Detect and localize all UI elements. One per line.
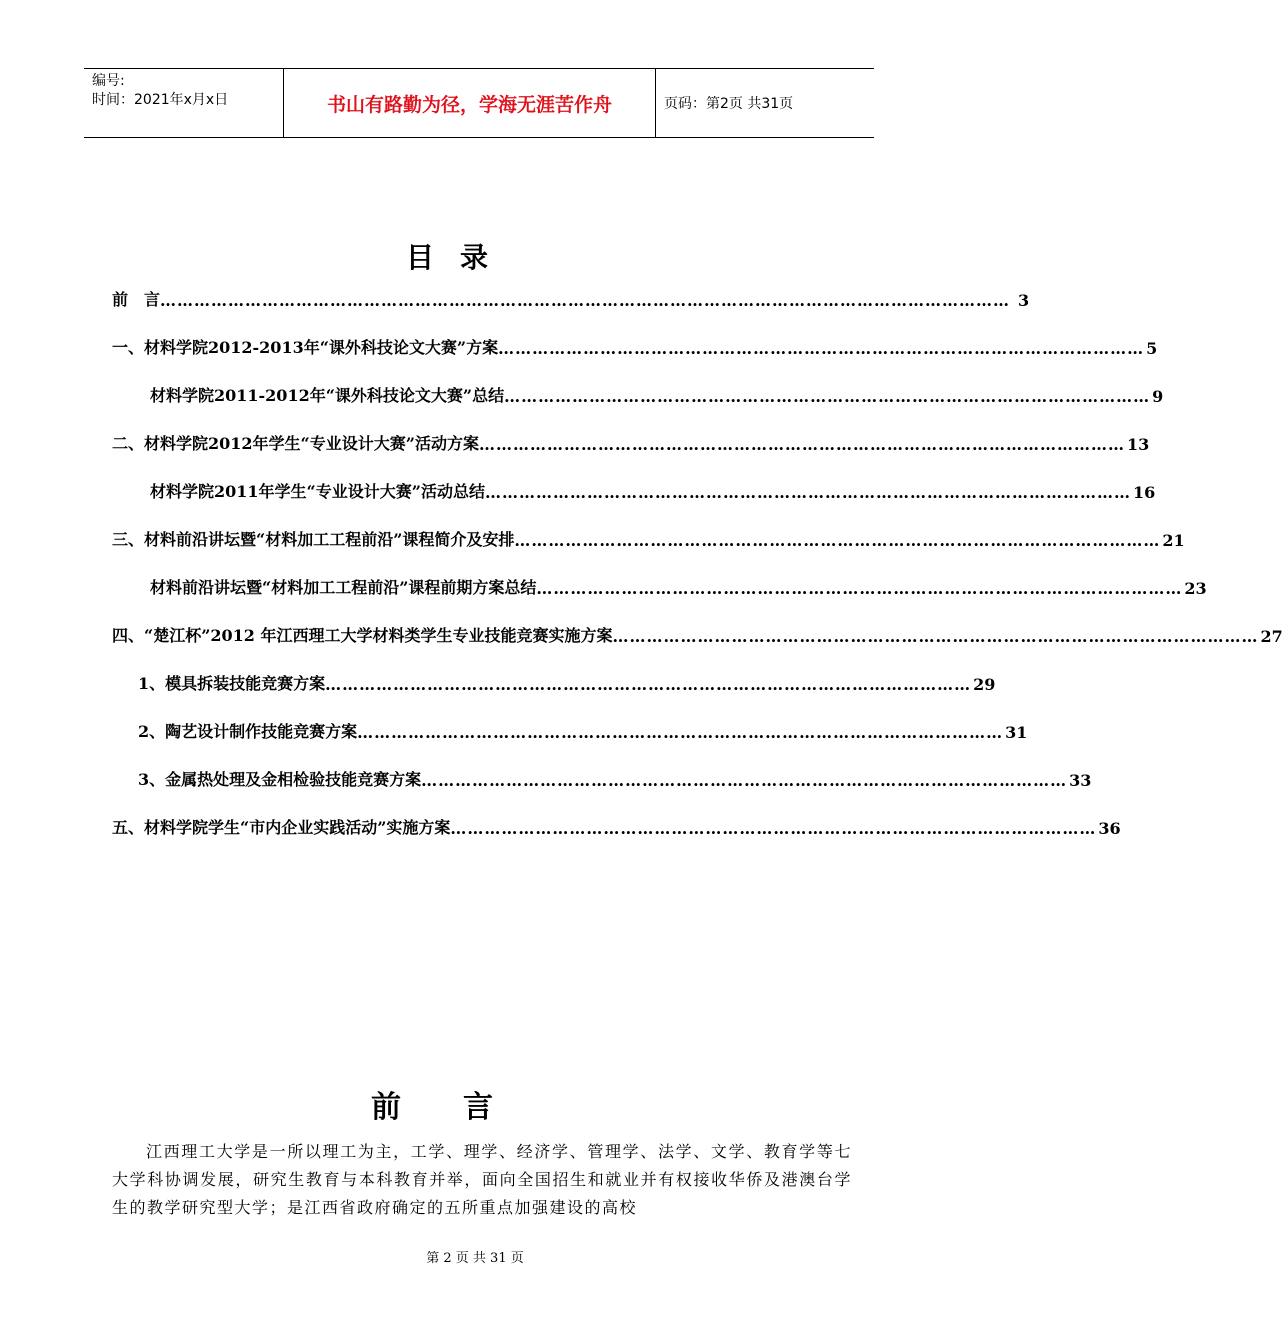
toc-entry-page: 33 [1069, 771, 1092, 790]
toc-entry-2[interactable] [112, 428, 1150, 454]
preface-title-char-2: 言 [463, 1090, 493, 1125]
header-page-code: 页码：第2页 共31页 [664, 96, 794, 112]
toc-leader: …………………………………………………………………………………………………………………………………… [160, 291, 1011, 310]
toc-leader: …………………………………………………………………………………………………… [357, 723, 1004, 742]
toc-entry-text: 材料学院2011年学生“专业设计大赛”活动总结 [150, 482, 485, 501]
preface-title-char-1: 前 [371, 1090, 401, 1125]
toc-entry-page: 31 [1005, 723, 1028, 742]
toc-entry-3-summary[interactable] [150, 572, 1207, 598]
toc-entry-text: 材料学院2011-2012年“课外科技论文大赛”总结 [150, 386, 505, 405]
toc-leader: …………………………………………………………………………………………………… [478, 435, 1125, 454]
toc-entry-page: 21 [1162, 531, 1185, 550]
toc-leader: …………………………………………………………………………………………………… [450, 819, 1097, 838]
toc-entry-text: 二、材料学院2012年学生“专业设计大赛”活动方案 [112, 434, 479, 453]
toc-entry-1-summary[interactable] [150, 380, 1164, 406]
toc-entry-page: 3 [1018, 291, 1030, 310]
toc-leader: …………………………………………………………………………………………………… [421, 771, 1068, 790]
toc-entry-text: 前 言 [112, 290, 161, 309]
toc-entry-page: 5 [1146, 339, 1158, 358]
toc-entry-text: 1、模具拆装技能竞赛方案 [138, 674, 326, 693]
toc-entry-page: 16 [1132, 483, 1156, 502]
page-header [84, 68, 874, 138]
toc-entry-5[interactable] [112, 812, 1121, 838]
toc-entry-text: 3、金属热处理及金相检验技能竞赛方案 [138, 770, 422, 789]
header-motto: 书山有路勤为径，学海无涯苦作舟 [284, 69, 656, 137]
toc-entry-text: 四、“楚江杯”2012 年江西理工大学材料类学生专业技能竞赛实施方案 [112, 626, 613, 645]
number-label: 编号: [92, 73, 125, 89]
toc-entry-4[interactable] [112, 620, 1283, 646]
preface-body: 江西理工大学是一所以理工为主，工学、理学、经济学、管理学、法学、文学、教育学等七大学科协调发展，研究生教育与本科教育并举，面向全国招生和就业并有权接收华侨及港澳台学生的教学研究型大学；是江西省政府确定的五所重点加强建设的高校 [112, 1142, 852, 1217]
toc-leader: …………………………………………………………………………………………………… [325, 675, 972, 694]
toc-entry-text: 五、材料学院学生“市内企业实践活动”实施方案 [112, 818, 451, 837]
toc-entry-text: 三、材料前沿讲坛暨“材料加工工程前沿”课程简介及安排 [112, 530, 515, 549]
toc-entry-1[interactable] [112, 332, 1158, 358]
toc-entry-4-3[interactable] [138, 764, 1092, 790]
page-footer: 第 2 页 共 31 页 [426, 1251, 524, 1266]
toc-entry-4-1[interactable] [138, 668, 996, 694]
toc-entry-text: 一、材料学院2012-2013年“课外科技论文大赛”方案 [112, 338, 499, 357]
toc-leader: …………………………………………………………………………………………………… [514, 531, 1161, 550]
toc-entry-page: 29 [973, 675, 996, 694]
preface-title [0, 1082, 852, 1126]
toc-entry-page: 36 [1098, 819, 1121, 838]
time-label: 时间：2021年x月x日 [92, 92, 229, 108]
toc-entry-preface[interactable] [112, 284, 1030, 310]
toc-title: 目录 [405, 241, 514, 274]
toc-entry-4-2[interactable] [138, 716, 1028, 742]
toc-leader: …………………………………………………………………………………………………… [504, 387, 1151, 406]
toc-entry-text: 2、陶艺设计制作技能竞赛方案 [138, 722, 358, 741]
toc-leader: …………………………………………………………………………………………………… [484, 483, 1131, 502]
toc-leader: …………………………………………………………………………………………………… [536, 579, 1183, 598]
toc-entry-page: 27 [1260, 627, 1283, 646]
header-meta [84, 69, 284, 137]
toc-entry-page: 23 [1184, 579, 1207, 598]
toc-entry-2-summary[interactable] [150, 476, 1156, 502]
toc-leader: …………………………………………………………………………………………………… [612, 627, 1259, 646]
toc-entry-3[interactable] [112, 524, 1185, 550]
toc-entry-page: 13 [1126, 435, 1150, 454]
toc-entry-text: 材料前沿讲坛暨“材料加工工程前沿”课程前期方案总结 [150, 578, 537, 597]
toc-entry-page: 9 [1152, 387, 1164, 406]
toc-leader: …………………………………………………………………………………………………… [498, 339, 1145, 358]
